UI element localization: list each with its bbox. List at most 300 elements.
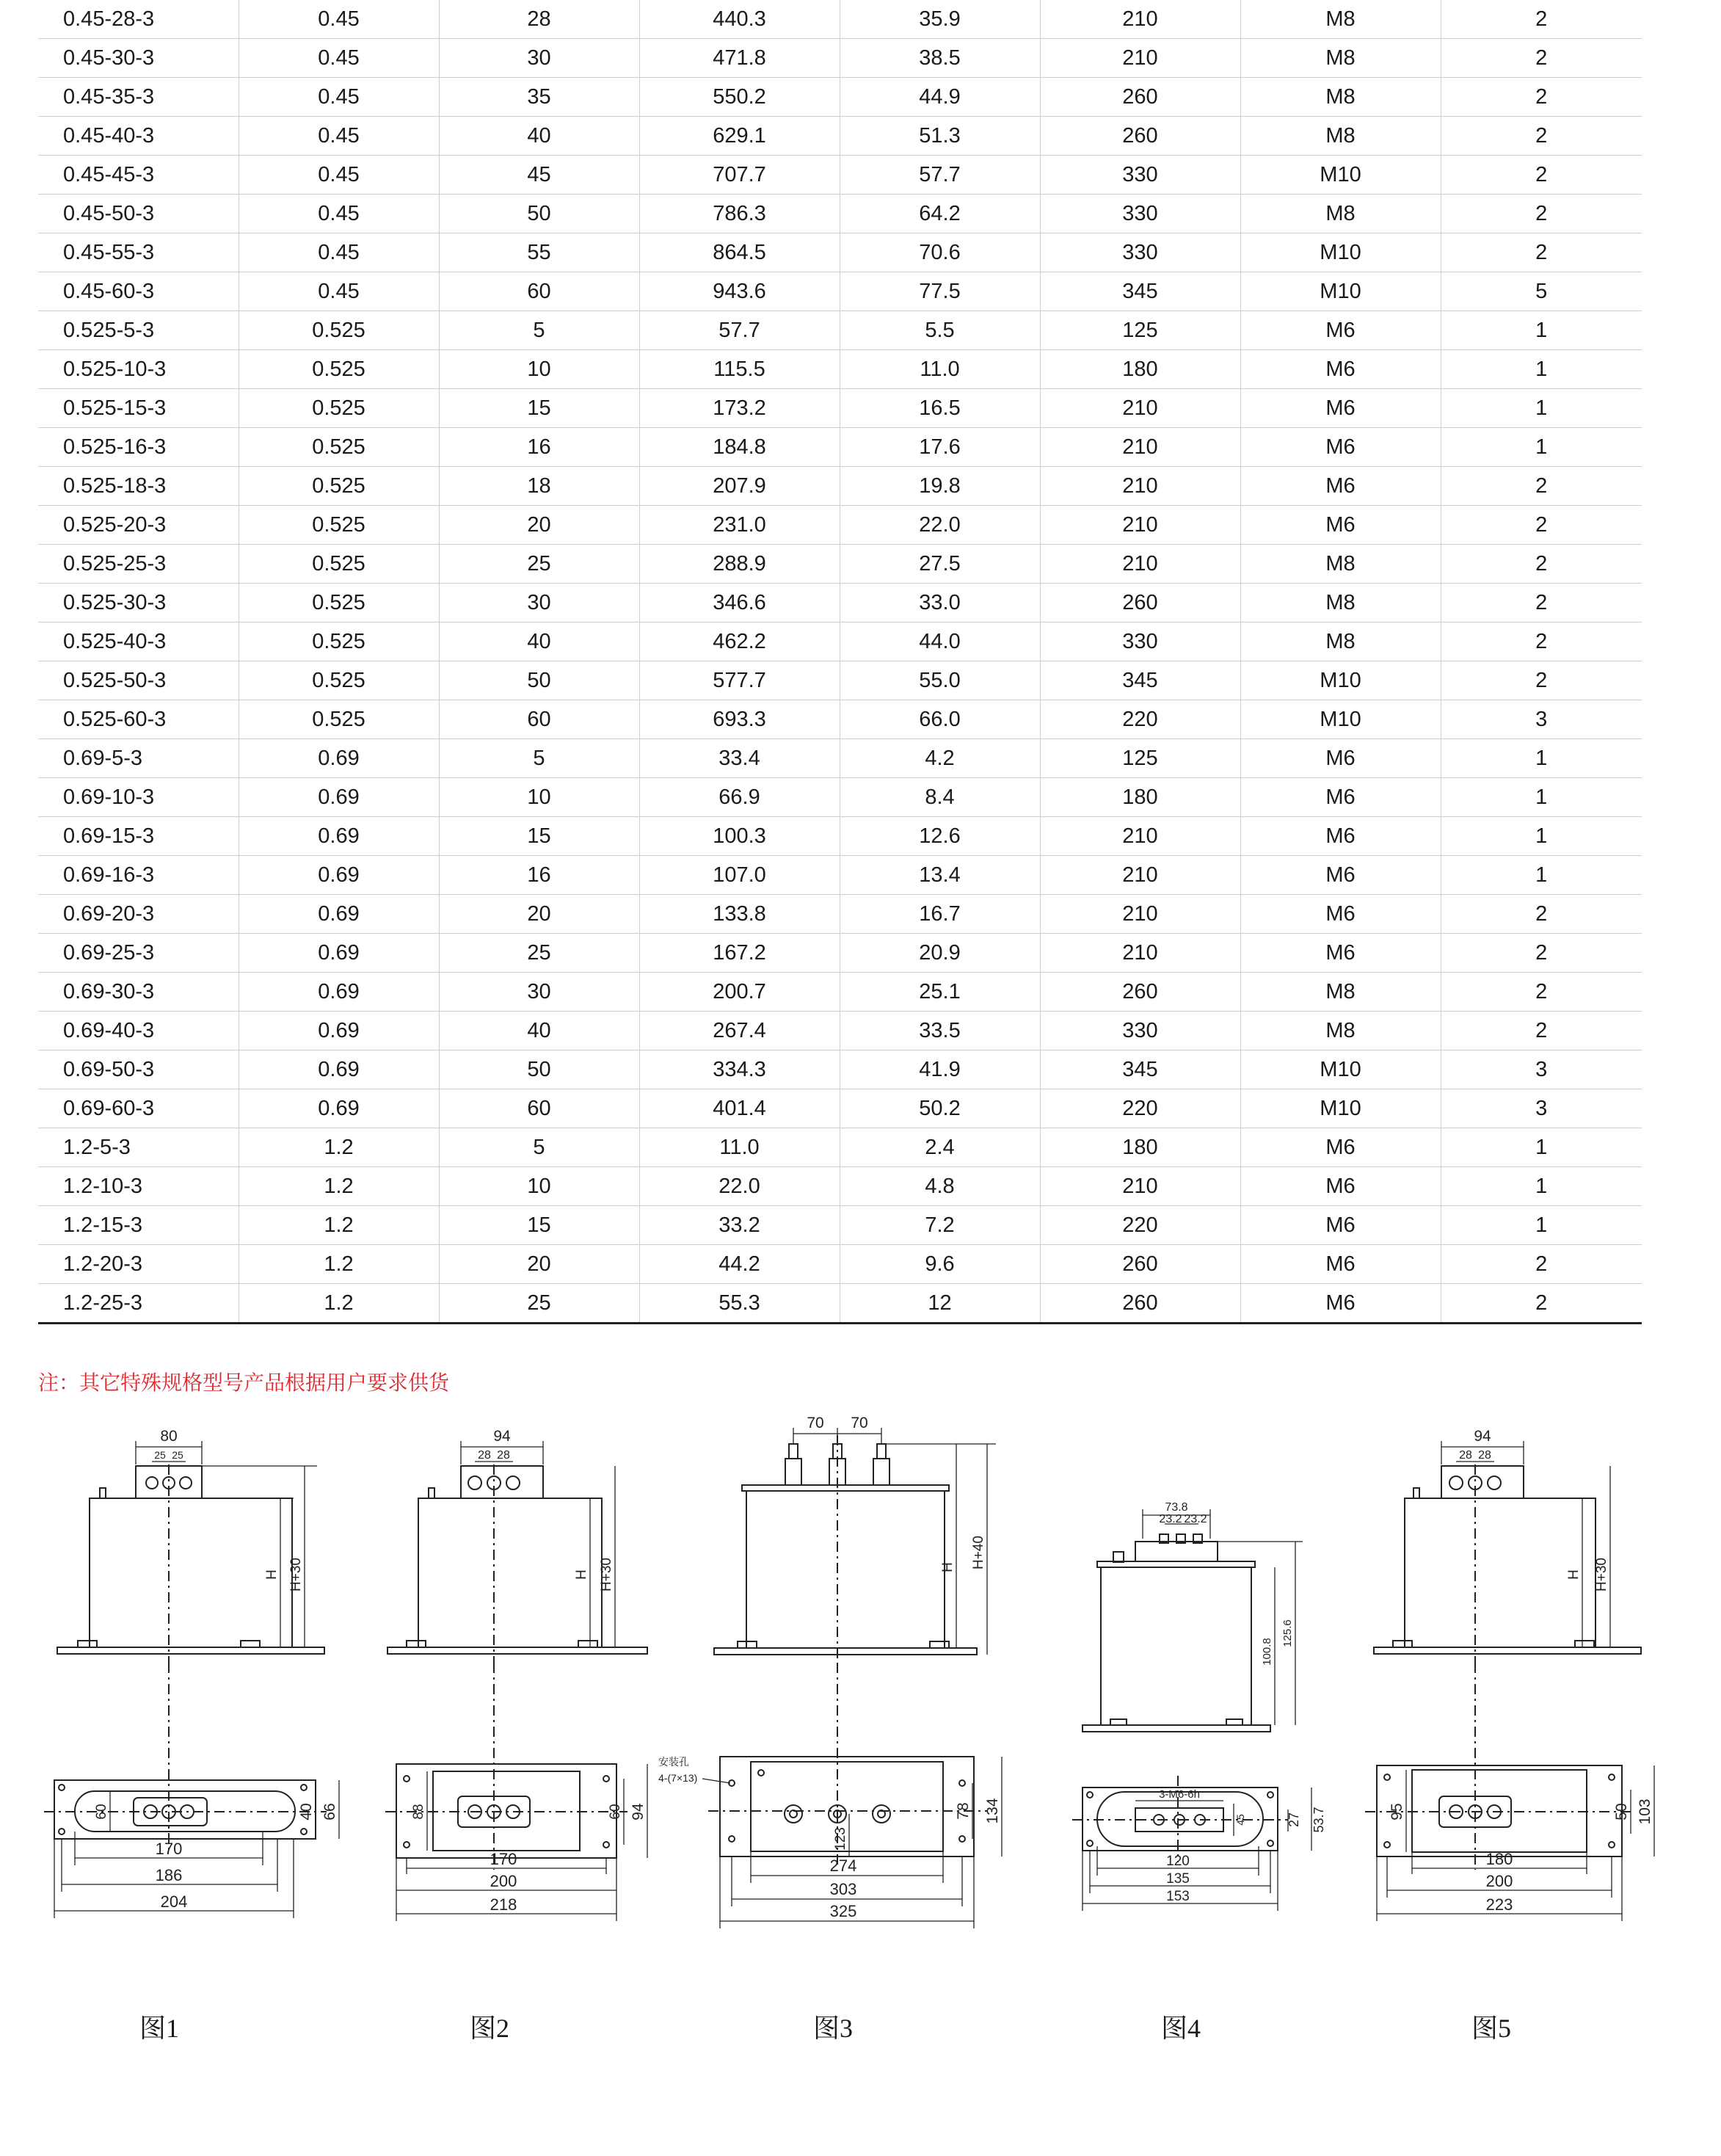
fig5-dim-bottom-a: 180 [1485, 1850, 1513, 1868]
table-row [38, 350, 1642, 389]
table-cell: 77.5 [840, 272, 1040, 311]
table-cell: 38.5 [840, 39, 1040, 78]
table-cell: 0.69-16-3 [38, 856, 239, 895]
table-cell: 1.2 [239, 1284, 439, 1324]
fig2-dim-h: H [574, 1569, 589, 1580]
footnote: 注：其它特殊规格型号产品根据用户要求供货 [38, 1372, 450, 1395]
table-cell: M8 [1240, 973, 1441, 1012]
figure-4-caption: 图4 [1161, 2014, 1201, 2043]
table-cell: 2 [1441, 39, 1642, 78]
table-cell: M6 [1240, 856, 1441, 895]
table-cell: 0.525 [239, 311, 439, 350]
fig2-dim-top-pitch-b: 28 [497, 1449, 510, 1462]
table-cell: 2 [1441, 973, 1642, 1012]
table-cell: 1.2-20-3 [38, 1245, 239, 1284]
table-row [38, 389, 1642, 428]
fig5-dim-top-pitch-a: 28 [1459, 1449, 1472, 1462]
table-cell: M10 [1240, 233, 1441, 272]
table-cell: 1 [1441, 739, 1642, 778]
table-cell: 0.69 [239, 856, 439, 895]
figure-4-plan [1068, 1758, 1347, 1949]
table-cell: 0.525 [239, 467, 439, 506]
table-cell: 0.45-60-3 [38, 272, 239, 311]
table-cell: 786.3 [639, 195, 840, 233]
table-cell: 64.2 [840, 195, 1040, 233]
table-cell: 15 [439, 389, 639, 428]
table-cell: 260 [1040, 584, 1240, 623]
table-cell: 1 [1441, 350, 1642, 389]
table-cell: 27.5 [840, 545, 1040, 584]
table-cell: 41.9 [840, 1050, 1040, 1089]
table-cell: 0.45 [239, 233, 439, 272]
table-cell: M8 [1240, 1012, 1441, 1050]
table-cell: 2 [1441, 1245, 1642, 1284]
table-cell: 10 [439, 778, 639, 817]
table-cell: 12 [840, 1284, 1040, 1324]
fig3-hole-spec: 4-(7×13) [658, 1772, 698, 1784]
table-cell: 0.69-30-3 [38, 973, 239, 1012]
table-cell: 0.525-15-3 [38, 389, 239, 428]
table-cell: 167.2 [639, 934, 840, 973]
table-cell: 0.525-16-3 [38, 428, 239, 467]
table-cell: 1.2 [239, 1128, 439, 1167]
table-row [38, 467, 1642, 506]
table-cell: 0.69-5-3 [38, 739, 239, 778]
table-cell: 440.3 [639, 0, 840, 39]
fig3-dim-h: H [940, 1562, 956, 1572]
table-cell: 25 [439, 934, 639, 973]
fig2-dim-top-pitch-a: 28 [478, 1449, 491, 1462]
table-row [38, 623, 1642, 661]
table-cell: 0.525-25-3 [38, 545, 239, 584]
table-cell: 2 [1441, 117, 1642, 156]
table-cell: M8 [1240, 117, 1441, 156]
table-cell: 25 [439, 1284, 639, 1324]
table-cell: 133.8 [639, 895, 840, 934]
table-cell: 18 [439, 467, 639, 506]
fig5-dim-h: H [1566, 1569, 1582, 1580]
table-cell: 3 [1441, 1089, 1642, 1128]
table-row [38, 506, 1642, 545]
table-row [38, 856, 1642, 895]
table-cell: 60 [439, 272, 639, 311]
table-row [38, 817, 1642, 856]
table-row [38, 1206, 1642, 1245]
figure-5-drawing [1365, 1420, 1673, 1956]
table-cell: 2 [1441, 1284, 1642, 1324]
spec-table [38, 0, 1642, 1324]
fig5-dim-bottom-b: 200 [1485, 1872, 1513, 1890]
table-cell: M6 [1240, 739, 1441, 778]
table-row [38, 78, 1642, 117]
table-cell: 4.2 [840, 739, 1040, 778]
table-cell: 0.45 [239, 195, 439, 233]
table-cell: 16 [439, 428, 639, 467]
table-cell: 0.45 [239, 78, 439, 117]
table-cell: 44.2 [639, 1245, 840, 1284]
fig3-dim-h40: H+40 [971, 1536, 986, 1569]
table-cell: 0.525 [239, 623, 439, 661]
table-cell: M6 [1240, 467, 1441, 506]
table-cell: M8 [1240, 78, 1441, 117]
table-cell: 5 [439, 739, 639, 778]
table-cell: 66.0 [840, 700, 1040, 739]
table-cell: 345 [1040, 1050, 1240, 1089]
table-cell: M8 [1240, 195, 1441, 233]
table-cell: 125 [1040, 311, 1240, 350]
table-cell: 30 [439, 584, 639, 623]
table-cell: 50 [439, 195, 639, 233]
table-row [38, 311, 1642, 350]
table-cell: 0.45 [239, 0, 439, 39]
table-cell: 629.1 [639, 117, 840, 156]
table-cell: 210 [1040, 428, 1240, 467]
table-cell: 1 [1441, 428, 1642, 467]
table-cell: 330 [1040, 623, 1240, 661]
table-cell: 2 [1441, 0, 1642, 39]
table-row [38, 700, 1642, 739]
table-cell: 1 [1441, 1206, 1642, 1245]
table-cell: 207.9 [639, 467, 840, 506]
table-cell: 401.4 [639, 1089, 840, 1128]
table-cell: 0.525 [239, 661, 439, 700]
fig4-dim-bottom-c: 153 [1166, 1889, 1190, 1904]
table-row [38, 895, 1642, 934]
fig1-dim-plan-c: 66 [321, 1803, 338, 1821]
table-row [38, 0, 1642, 39]
fig3-hole-label: 安装孔 [658, 1756, 689, 1768]
table-cell: 2 [1441, 934, 1642, 973]
table-cell: 200.7 [639, 973, 840, 1012]
table-cell: 2 [1441, 467, 1642, 506]
fig3-dim-top-pitch-b: 70 [851, 1415, 868, 1431]
fig2-dim-bottom-b: 200 [490, 1872, 517, 1890]
table-cell: 346.6 [639, 584, 840, 623]
table-cell: M8 [1240, 0, 1441, 39]
table-cell: M8 [1240, 39, 1441, 78]
table-cell: 9.6 [840, 1245, 1040, 1284]
table-cell: 7.2 [840, 1206, 1040, 1245]
table-row [38, 545, 1642, 584]
table-cell: 330 [1040, 233, 1240, 272]
table-cell: 0.69-60-3 [38, 1089, 239, 1128]
table-row [38, 428, 1642, 467]
table-cell: 210 [1040, 934, 1240, 973]
table-cell: 462.2 [639, 623, 840, 661]
table-cell: 35 [439, 78, 639, 117]
figure-5-caption: 图5 [1471, 2014, 1512, 2043]
table-cell: 0.525-5-3 [38, 311, 239, 350]
table-cell: 0.525-18-3 [38, 467, 239, 506]
table-cell: 210 [1040, 817, 1240, 856]
fig3-dim-top-pitch-a: 70 [807, 1415, 824, 1431]
table-cell: 1 [1441, 1128, 1642, 1167]
fig5-dim-bottom-c: 223 [1485, 1895, 1513, 1914]
fig4-dim-top-pitch-a: 23.2 [1159, 1513, 1182, 1525]
fig1-dim-bottom-b: 186 [155, 1866, 183, 1884]
table-cell: M6 [1240, 1245, 1441, 1284]
fig4-dim-top-pitch-b: 23.2 [1184, 1513, 1207, 1525]
table-cell: M10 [1240, 1089, 1441, 1128]
table-row [38, 778, 1642, 817]
fig1-dim-h: H [264, 1569, 280, 1580]
table-cell: 0.69 [239, 1089, 439, 1128]
table-cell: 260 [1040, 117, 1240, 156]
table-cell: M8 [1240, 584, 1441, 623]
table-cell: 173.2 [639, 389, 840, 428]
table-row [38, 1245, 1642, 1284]
table-row [38, 739, 1642, 778]
table-cell: 180 [1040, 778, 1240, 817]
table-cell: 260 [1040, 1245, 1240, 1284]
table-cell: 210 [1040, 545, 1240, 584]
table-cell: 2 [1441, 78, 1642, 117]
table-cell: 33.0 [840, 584, 1040, 623]
table-cell: 1.2-15-3 [38, 1206, 239, 1245]
fig3-dim-bottom-c: 325 [829, 1902, 857, 1920]
table-cell: 471.8 [639, 39, 840, 78]
table-cell: 0.45-50-3 [38, 195, 239, 233]
table-cell: 2 [1441, 545, 1642, 584]
table-cell: 2 [1441, 1012, 1642, 1050]
fig3-dim-plan-b: 78 [955, 1802, 972, 1820]
fig4-dim-side-b: 125.6 [1281, 1619, 1294, 1647]
table-cell: 0.69 [239, 934, 439, 973]
fig2-dim-plan-c: 94 [630, 1803, 647, 1821]
fig4-dim-bottom-b: 135 [1166, 1871, 1190, 1887]
table-cell: 33.4 [639, 739, 840, 778]
table-row [38, 973, 1642, 1012]
table-cell: 1.2-5-3 [38, 1128, 239, 1167]
table-cell: 60 [439, 700, 639, 739]
fig1-dim-top-width: 80 [160, 1428, 178, 1445]
fig1-dim-bottom-a: 170 [155, 1840, 183, 1858]
table-cell: 55.0 [840, 661, 1040, 700]
table-cell: 210 [1040, 1167, 1240, 1206]
table-cell: 0.525-50-3 [38, 661, 239, 700]
table-cell: 5 [1441, 272, 1642, 311]
table-cell: 210 [1040, 467, 1240, 506]
table-cell: 20 [439, 506, 639, 545]
table-cell: 0.45-55-3 [38, 233, 239, 272]
table-cell: 0.525-40-3 [38, 623, 239, 661]
fig1-dim-top-pitch-b: 25 [172, 1449, 183, 1461]
table-cell: 288.9 [639, 545, 840, 584]
fig3-dim-bottom-a: 274 [829, 1856, 857, 1875]
table-cell: 5 [439, 311, 639, 350]
table-cell: 0.525-30-3 [38, 584, 239, 623]
table-cell: 20.9 [840, 934, 1040, 973]
table-cell: 57.7 [840, 156, 1040, 195]
table-cell: 0.45-28-3 [38, 0, 239, 39]
table-cell: 1.2 [239, 1206, 439, 1245]
table-cell: 3 [1441, 1050, 1642, 1089]
table-cell: 13.4 [840, 856, 1040, 895]
fig1-dim-h30: H+30 [288, 1558, 304, 1591]
table-cell: 0.69 [239, 1012, 439, 1050]
table-cell: M10 [1240, 700, 1441, 739]
table-row [38, 1050, 1642, 1089]
table-cell: 1 [1441, 1167, 1642, 1206]
table-cell: 115.5 [639, 350, 840, 389]
table-cell: 28 [439, 0, 639, 39]
table-cell: 2 [1441, 895, 1642, 934]
table-cell: 0.69 [239, 817, 439, 856]
table-cell: 0.525-60-3 [38, 700, 239, 739]
table-cell: 10 [439, 1167, 639, 1206]
table-cell: 22.0 [639, 1167, 840, 1206]
table-cell: 20 [439, 895, 639, 934]
table-cell: 44.9 [840, 78, 1040, 117]
table-cell: 15 [439, 817, 639, 856]
table-cell: 0.525 [239, 350, 439, 389]
table-cell: 12.6 [840, 817, 1040, 856]
table-cell: 2 [1441, 506, 1642, 545]
table-cell: 220 [1040, 1089, 1240, 1128]
table-cell: 260 [1040, 973, 1240, 1012]
table-cell: 50 [439, 1050, 639, 1089]
fig2-dim-top-width: 94 [493, 1428, 511, 1445]
fig5-dim-top-pitch-b: 28 [1478, 1449, 1491, 1462]
fig3-dim-bottom-b: 303 [829, 1880, 857, 1898]
table-row [38, 117, 1642, 156]
table-cell: 0.525 [239, 506, 439, 545]
table-cell: 10 [439, 350, 639, 389]
table-cell: 267.4 [639, 1012, 840, 1050]
table-cell: M6 [1240, 428, 1441, 467]
table-cell: M6 [1240, 817, 1441, 856]
table-cell: 8.4 [840, 778, 1040, 817]
table-cell: 330 [1040, 156, 1240, 195]
table-cell: 0.525-10-3 [38, 350, 239, 389]
table-cell: 577.7 [639, 661, 840, 700]
table-cell: 1 [1441, 856, 1642, 895]
table-cell: 0.45 [239, 39, 439, 78]
table-cell: 55 [439, 233, 639, 272]
table-cell: 44.0 [840, 623, 1040, 661]
table-cell: 40 [439, 623, 639, 661]
table-cell: 334.3 [639, 1050, 840, 1089]
table-cell: 107.0 [639, 856, 840, 895]
table-cell: 260 [1040, 1284, 1240, 1324]
table-cell: 0.69-40-3 [38, 1012, 239, 1050]
table-cell: 210 [1040, 39, 1240, 78]
table-cell: 3 [1441, 700, 1642, 739]
fig3-dim-plan-c: 134 [984, 1798, 1001, 1824]
table-cell: 0.45-45-3 [38, 156, 239, 195]
table-cell: 2 [1441, 623, 1642, 661]
table-cell: 16.5 [840, 389, 1040, 428]
table-cell: 5.5 [840, 311, 1040, 350]
table-row [38, 1284, 1642, 1324]
table-row [38, 1167, 1642, 1206]
table-cell: 11.0 [639, 1128, 840, 1167]
table-cell: 70.6 [840, 233, 1040, 272]
table-cell: 22.0 [840, 506, 1040, 545]
table-cell: 11.0 [840, 350, 1040, 389]
table-cell: 51.3 [840, 117, 1040, 156]
table-cell: 0.525 [239, 389, 439, 428]
table-cell: M6 [1240, 311, 1441, 350]
table-row [38, 272, 1642, 311]
table-row [38, 661, 1642, 700]
table-cell: 30 [439, 973, 639, 1012]
table-cell: 66.9 [639, 778, 840, 817]
table-cell: 16 [439, 856, 639, 895]
table-cell: 0.69-15-3 [38, 817, 239, 856]
table-cell: 30 [439, 39, 639, 78]
table-cell: 0.525 [239, 584, 439, 623]
table-cell: 2 [1441, 156, 1642, 195]
table-cell: 1 [1441, 389, 1642, 428]
table-cell: 1.2 [239, 1167, 439, 1206]
table-cell: 55.3 [639, 1284, 840, 1324]
figure-2-caption: 图2 [470, 2014, 510, 2043]
fig5-dim-plan-c: 103 [1637, 1799, 1653, 1825]
table-cell: 2 [1441, 584, 1642, 623]
table-cell: 17.6 [840, 428, 1040, 467]
table-cell: 180 [1040, 350, 1240, 389]
table-cell: 0.69 [239, 895, 439, 934]
fig4-dim-plan-a: 45 [1234, 1814, 1246, 1826]
fig4-dim-plan-b: 27 [1287, 1812, 1301, 1828]
table-cell: M6 [1240, 895, 1441, 934]
table-cell: 15 [439, 1206, 639, 1245]
table-row [38, 1089, 1642, 1128]
table-cell: 0.525 [239, 428, 439, 467]
figure-3-caption: 图3 [813, 2014, 854, 2043]
fig1-dim-plan-a: 60 [94, 1804, 109, 1820]
fig4-dim-top-width: 73.8 [1165, 1501, 1188, 1514]
table-cell: M10 [1240, 272, 1441, 311]
table-row [38, 934, 1642, 973]
table-cell: 2 [1441, 233, 1642, 272]
fig4-dim-bottom-a: 120 [1166, 1854, 1190, 1869]
table-row [38, 156, 1642, 195]
table-cell: M6 [1240, 1167, 1441, 1206]
fig5-dim-h30: H+30 [1594, 1558, 1609, 1591]
table-cell: 0.69 [239, 739, 439, 778]
table-cell: 125 [1040, 739, 1240, 778]
table-cell: 57.7 [639, 311, 840, 350]
table-cell: 0.69-10-3 [38, 778, 239, 817]
table-cell: 1 [1441, 311, 1642, 350]
table-cell: 33.2 [639, 1206, 840, 1245]
table-cell: 864.5 [639, 233, 840, 272]
figure-2-drawing [374, 1420, 683, 1956]
table-cell: 5 [439, 1128, 639, 1167]
table-row [38, 39, 1642, 78]
table-cell: 220 [1040, 1206, 1240, 1245]
table-cell: M8 [1240, 623, 1441, 661]
table-cell: 4.8 [840, 1167, 1040, 1206]
table-row [38, 584, 1642, 623]
table-cell: 210 [1040, 389, 1240, 428]
table-cell: 260 [1040, 78, 1240, 117]
table-cell: 0.69 [239, 973, 439, 1012]
table-cell: M10 [1240, 661, 1441, 700]
table-cell: 40 [439, 117, 639, 156]
fig4-dim-plan-c: 53.7 [1311, 1807, 1326, 1833]
table-cell: 16.7 [840, 895, 1040, 934]
figure-1-drawing [44, 1420, 352, 1956]
table-cell: M6 [1240, 1128, 1441, 1167]
table-cell: 210 [1040, 856, 1240, 895]
table-cell: M6 [1240, 934, 1441, 973]
table-cell: 0.69-25-3 [38, 934, 239, 973]
table-cell: M10 [1240, 156, 1441, 195]
table-cell: 0.525 [239, 545, 439, 584]
